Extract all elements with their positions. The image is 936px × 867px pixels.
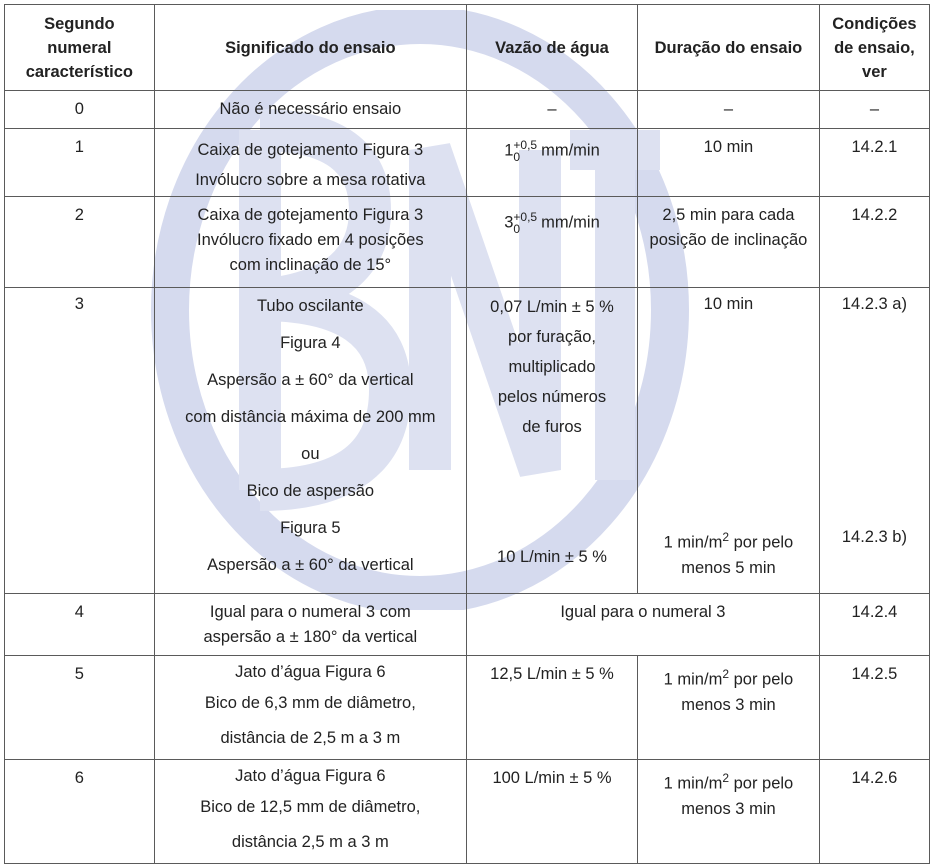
row-2-duration: 2,5 min para cada posição de inclinação — [638, 197, 820, 288]
row-0-reference: – — [819, 91, 929, 129]
table-row — [5, 288, 930, 594]
table-row — [5, 594, 930, 656]
row-4-reference: 14.2.4 — [819, 594, 929, 656]
row-4-flow-duration: Igual para o numeral 3 — [466, 594, 819, 656]
table-header-row — [5, 5, 930, 91]
row-1-flow: 1 +0,5 0 mm/min — [466, 129, 637, 197]
row-5-numeral: 5 — [5, 656, 155, 760]
row-6-numeral: 6 — [5, 760, 155, 864]
row-3-meaning: Tubo oscilante Figura 4 Aspersão a ± 60° da vertical com distância máxima de 200 mm ou Bico de aspersão Figura 5 Aspersão a ± 60° da vertical — [154, 288, 466, 594]
header-water-flow: Vazão de água — [466, 5, 637, 91]
header-test-duration: Duração do ensaio — [638, 5, 820, 91]
row-1-reference: 14.2.1 — [819, 129, 929, 197]
header-test-conditions: Condições de ensaio, ver — [819, 5, 929, 91]
table-row — [5, 760, 930, 864]
row-6-meaning: Jato d’água Figura 6 Bico de 12,5 mm de diâmetro, distância 2,5 m a 3 m — [154, 760, 466, 864]
row-0-meaning: Não é necessário ensaio — [154, 91, 466, 129]
header-test-meaning: Significado do ensaio — [154, 5, 466, 91]
header-second-numeral: Segundo numeral característico — [5, 5, 155, 91]
row-6-duration: 1 $\min/m^2$ por pelo menos 3 min — [638, 760, 820, 864]
row-0-duration: – — [638, 91, 820, 129]
row-0-flow: – — [466, 91, 637, 129]
row-0-numeral: 0 — [5, 91, 155, 129]
row-4-numeral: 4 — [5, 594, 155, 656]
row-1-meaning: Caixa de gotejamento Figura 3 Invólucro sobre a mesa rotativa — [154, 129, 466, 197]
row-2-numeral: 2 — [5, 197, 155, 288]
row-6-flow: 100 L/min ± 5 % — [466, 760, 637, 864]
row-5-meaning: Jato d’água Figura 6 Bico de 6,3 mm de diâmetro, distância de 2,5 m a 3 m — [154, 656, 466, 760]
row-3-duration: 10 min 1 $\min/m^2$ por pelo menos 5 min — [638, 288, 820, 594]
row-2-reference: 14.2.2 — [819, 197, 929, 288]
row-5-flow: 12,5 L/min ± 5 % — [466, 656, 637, 760]
ip-test-table — [4, 4, 930, 864]
row-6-reference: 14.2.6 — [819, 760, 929, 864]
row-4-meaning: Igual para o numeral 3 com aspersão a ± 180° da vertical — [154, 594, 466, 656]
table-row — [5, 91, 930, 129]
row-1-numeral: 1 — [5, 129, 155, 197]
row-2-flow: 3 +0,5 0 mm/min — [466, 197, 637, 288]
row-1-duration: 10 min — [638, 129, 820, 197]
row-2-meaning: Caixa de gotejamento Figura 3 Invólucro fixado em 4 posições com inclinação de 15° — [154, 197, 466, 288]
row-5-reference: 14.2.5 — [819, 656, 929, 760]
table-row — [5, 197, 930, 288]
table-row — [5, 129, 930, 197]
row-5-duration: 1 $\min/m^2$ por pelo menos 3 min — [638, 656, 820, 760]
row-3-flow: 0,07 L/min ± 5 % por furação, multiplicado pelos números de furos 10 L/min ± 5 % — [466, 288, 637, 594]
row-3-reference: 14.2.3 a) 14.2.3 b) — [819, 288, 929, 594]
table-row — [5, 656, 930, 760]
row-3-numeral: 3 — [5, 288, 155, 594]
